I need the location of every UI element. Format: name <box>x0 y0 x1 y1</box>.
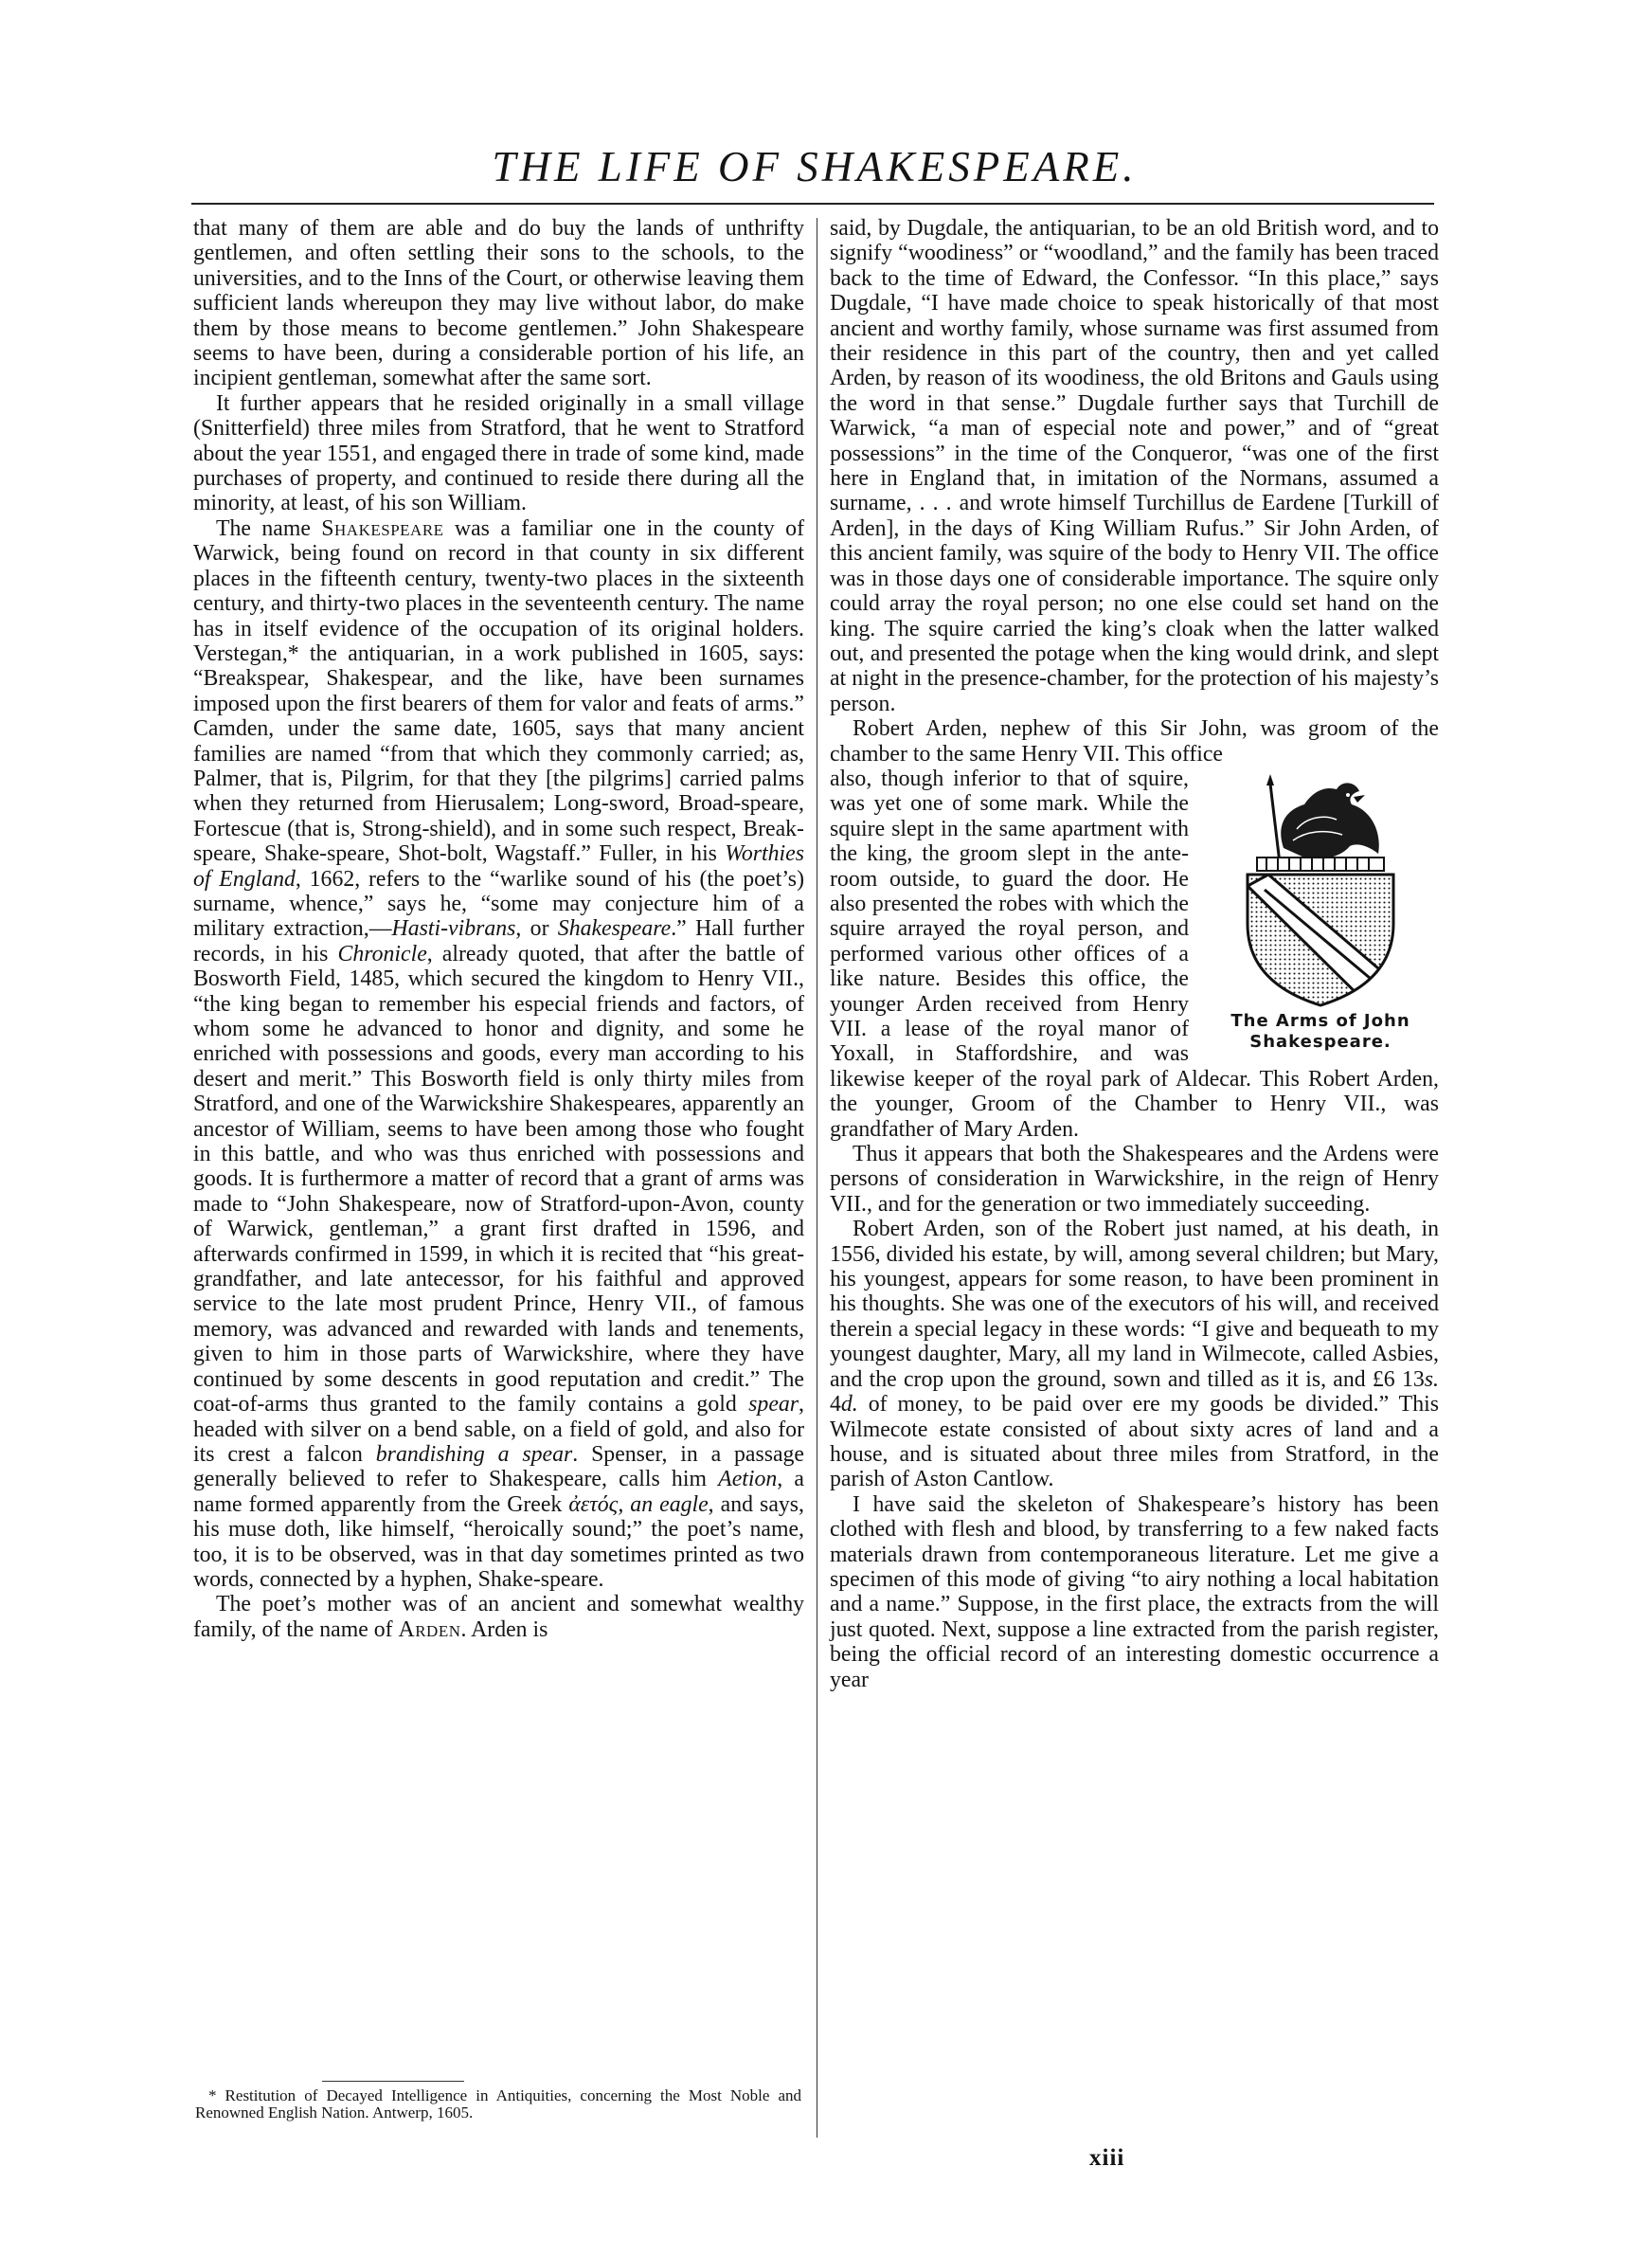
right-paragraph-3: Thus it appears that both the Shakespeares and the Ardens were persons of consideration in Warwickshire, in the reign of Henry VII., and for the generation or two immediately succeeding. <box>830 1142 1439 1217</box>
left-paragraph-1: that many of them are able and do buy the lands of unthrifty gentlemen, and often settling their sons to the schools, to the universities, and to the Inns of the Court, or otherwise leaving them sufficient lands whereupon they may live without labor, do make them by those means to become gentlemen.” John Shakespeare seems to have been, during a considerable portion of his life, an incipient gentleman, somewhat after the same sort. <box>193 216 804 391</box>
right-paragraph-4 <box>830 1217 1439 1491</box>
footnote-rule <box>322 2081 464 2082</box>
unit-pence: d. <box>840 1392 858 1417</box>
coat-of-arms-icon <box>1230 772 1410 1009</box>
right-paragraph-5: I have said the skeleton of Shakespeare’s history has been clothed with flesh and blood, by transferring to a few naked facts materials drawn from contemporaneous literature. Let me give a specimen of this mode of giving “to airy nothing a local habitation and a name.” Suppose, in the first place, the extracts from the will just quoted. Next, suppose a line extracted from the parish register, being the official record of an interesting domestic occurrence a year <box>830 1491 1439 1692</box>
text-run: , headed with silver on a bend sable, on a field of gold, and also for its crest a falcon <box>193 1392 804 1467</box>
name-shakespeare: Shakespeare <box>321 515 444 541</box>
term-spear: spear <box>748 1392 799 1417</box>
left-paragraph-2: It further appears that he resided originally in a small village (Snitterfield) three miles from Stratford, that he went to Stratford about the year 1551, and engaged there in trade of some kind, made purchases of property, and continued to reside there during all the minority, at least, of his son William. <box>193 390 804 516</box>
title-worthies: Worthies of England <box>193 841 804 892</box>
text-run: , and says, his muse doth, like himself, “heroically sound;” the poet’s name, too, it is to be observed, was in that day sometimes printed as two words, connected by a hyphen, Shake-speare. <box>193 1491 804 1592</box>
text-run: , 1662, refers to the “warlike sound of his (the poet’s) surname, whence,” says he, “some may conjecture him of a military extraction,— <box>193 866 804 942</box>
right-paragraph-2-lead: Robert Arden, nephew of this Sir John, was groom of the chamber to the same Henry VII. This office <box>830 716 1439 767</box>
name-arden: Arden <box>398 1616 461 1642</box>
term-brandishing: brandishing a spear <box>375 1441 573 1467</box>
right-paragraph-1: said, by Dugdale, the antiquarian, to be an old British word, and to signify “woodiness” or “woodland,” and the family has been traced back to the time of Edward, the Confessor. “In this place,” says Dugdale, “I have made choice to speak historically of that most ancient and worthy family, whose surname was first assumed from their residence in this part of the country, then and yet called Arden, by reason of its woodiness, the old Britons and Gauls using the word in that sense.” Dugdale further says that Turchill de Warwick, “a man of especial note and power,” and of “great possessions” in the time of the Conqueror, “was one of the first here in England that, in imitation of the Normans, assumed a surname, . . . and wrote himself Turchillus de Eardene [Turkill of Arden], in the days of King William Rufus.” Sir John Arden, of this ancient family, was squire of the body to Henry VII. The office was in those days one of considerable importance. The squire only could array the royal person; no one else could set hand on the king. The squire carried the king’s cloak when the latter walked out, and presented the potage when the king would drink, and slept at night in the presence-chamber, for the protection of his majesty’s person. <box>830 216 1439 716</box>
text-run: , or <box>515 916 558 942</box>
caption-line-1: The Arms of John <box>1230 1010 1410 1031</box>
text-run: Robert Arden, son of the Robert just named, at his death, in 1556, divided his estate, by will, among several children; but Mary, his youngest, appears for some reason, to have been prominent in his thoughts. She was one of the executors of his will, and received therein a special legacy in these words: “I give and bequeath to my youngest daughter, Mary, all my land in Wilmecote, called Asbies, and the crop upon the ground, sown and tilled as it is, and £6 13 <box>830 1217 1439 1392</box>
text-run: of money, to be paid over ere my goods be divided.” This Wilmecote estate consisted of about sixty acres of land and a house, and is situated about three miles from Stratford, in the parish of Aston Cantlow. <box>830 1392 1439 1492</box>
left-paragraph-3 <box>193 516 804 1592</box>
text-run: . Spenser, in a passage generally believed to refer to Shakespeare, calls him <box>193 1441 804 1492</box>
right-paragraph-2: also, though inferior to that of squire, was yet one of some mark. While the squire slept in the same apartment with the king, the groom slept in the ante-room outside, to guard the door. He also presented the robes with which the squire arrayed the royal person, and performed various other offices of a like nature. Besides this office, the younger Arden received from Henry VII. a lease of the royal manor of Yoxall, in Staffordshire, and was likewise keeper of the royal park of Aldecar. This Robert Arden, the younger, Groom of the Chamber to Henry VII., was grandfather of Mary Arden. <box>830 766 1439 1142</box>
header-rule <box>191 203 1434 205</box>
text-run: , already quoted, that after the battle of Bosworth Field, 1485, which secured the kingdom to Henry VII., “the king began to remember his especial friends and factors, of whom some he advanced to honor and dignity, and some he enriched with possessions and goods, every man according to his desert and merit.” This Bosworth field is only thirty miles from Stratford, and one of the Warwickshire Shakespeares, apparently an ancestor of William, seems to have been among those who fought in this battle, and who was thus enriched with possessions and goods. It is furthermore a matter of record that a grant of arms was made to “John Shakespeare, now of Stratford-upon-Avon, county of Warwick, gentleman,” a grant first drafted in 1596, and afterwards confirmed in 1599, in which it is recited that “his great-grandfather, and late antecessor, for his faithful and approved service to the late most prudent Prince, Henry VII., of famous memory, was advanced and rewarded with lands and tenements, given to him in those parts of Warwickshire, where they have continued by some descents in good reputation and credit.” The coat-of-arms thus granted to the family contains a gold <box>193 941 804 1417</box>
text-run: .” Hall further records, in his <box>193 916 805 966</box>
left-paragraph-4 <box>193 1592 804 1642</box>
term-shakespeare: Shakespeare <box>557 916 672 942</box>
term-hasti-vibrans: Hasti-vibrans <box>391 916 516 942</box>
unit-shillings: s. <box>1424 1366 1439 1392</box>
text-run: The name <box>216 515 322 541</box>
figure-arms <box>1202 772 1439 1053</box>
text-run: 4 <box>830 1392 841 1417</box>
caption-line-2: Shakespeare. <box>1249 1031 1392 1052</box>
title-chronicle: Chronicle <box>337 941 427 966</box>
text-run: was a familiar one in the county of Warwick, being found on record in that county in six different places in the fifteenth century, twenty-two places in the sixteenth century, and thirty-two places in the seventeenth century. The name has in itself evidence of the occupation of its original holders. Verstegan,* the antiquarian, in a work published in 1605, says: “Breakspear, Shakespear, and the like, have been surnames imposed upon the first bearers of them for valor and feats of arms.” Camden, under the same date, 1605, says that many ancient families are named “from that which they commonly carried; as, Palmer, that is, Pilgrim, for that they [the pilgrims] carried palms when they returned from Hierusalem; Long-sword, Broad-speare, Fortescue (that is, Strong-shield), and in some such respect, Break-speare, Shake-speare, Shot-bolt, Wagstaff.” Fuller, in his <box>193 515 804 867</box>
footnote: * Restitution of Decayed Intelligence in Antiquities, concerning the Most Noble and Renowned English Nation. Antwerp, 1605. <box>195 2086 801 2122</box>
text-run: . Arden is <box>460 1616 548 1642</box>
figure-caption <box>1202 1011 1439 1053</box>
page-number: xiii <box>1089 2145 1125 2171</box>
term-greek-eagle: ἀετός, an eagle <box>568 1491 709 1517</box>
right-column <box>830 216 1439 1692</box>
page-title: THE LIFE OF SHAKESPEARE. <box>492 143 1138 190</box>
left-column <box>193 216 804 1642</box>
text-run: The poet’s mother was of an ancient and somewhat wealthy family, of the name of <box>193 1592 804 1642</box>
text-run: , a name formed apparently from the Greek <box>193 1467 804 1517</box>
term-aetion: Aetion <box>718 1467 778 1492</box>
